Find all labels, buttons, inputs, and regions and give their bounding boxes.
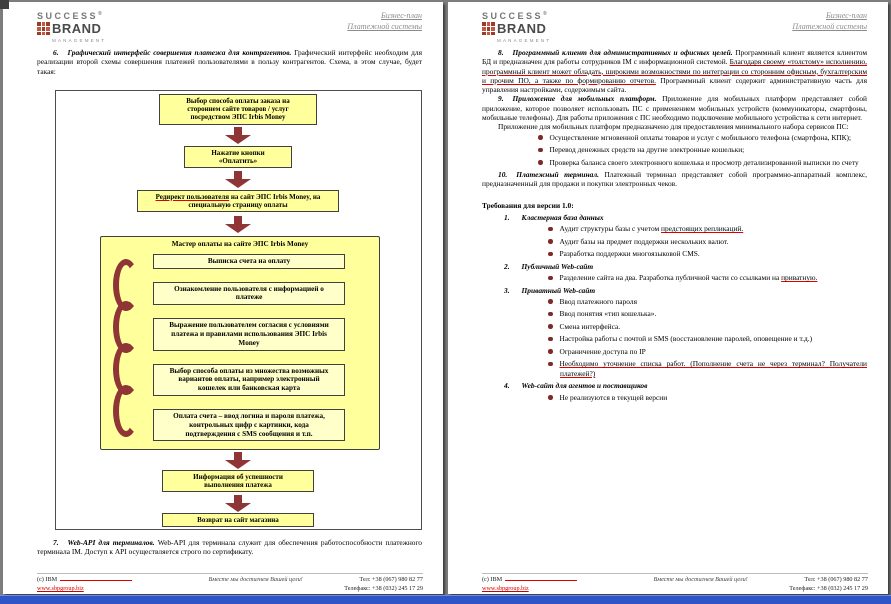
footer-left — [482, 575, 612, 593]
logo-success-text: SUCCESS® — [482, 11, 547, 21]
doc-title-line2: Платежной системы — [792, 22, 867, 31]
company-logo — [37, 10, 106, 46]
down-arrow-icon — [225, 127, 251, 144]
requirement-text: Аудит структуры базы с учетом — [559, 224, 662, 234]
flow-step-redirect-rest: на сайт ЭПС Irbis Money, на специальную страницу оплаты — [188, 192, 321, 210]
master-step-review: Ознакомление пользователя с информацией о платеже — [153, 282, 345, 306]
page-header — [37, 10, 422, 44]
requirement-text: Не реализуются в текущей версии — [559, 392, 668, 402]
logo-brand-text: BRAND — [52, 21, 102, 37]
requirement-number: 2. — [504, 261, 510, 271]
paragraph-7 — [37, 538, 422, 557]
page-footer — [37, 573, 423, 593]
mobile-services-list — [482, 133, 867, 168]
document-pages — [3, 2, 888, 594]
paragraph-6-title: Графический интерфейс совершения платежа для контрагентов. — [67, 48, 292, 57]
requirement-title: Публичный Web-сайт — [521, 261, 594, 271]
loop-arrow-icon — [113, 385, 139, 437]
document-page-right — [448, 2, 888, 594]
payment-master-steps — [153, 254, 345, 442]
logo-brand-text: BRAND — [497, 21, 547, 37]
payment-flowchart — [55, 90, 422, 530]
requirement-item — [548, 237, 867, 247]
footer-slogan: Вместе мы достигнем Вашей цели! — [653, 576, 748, 583]
paragraph-7-title: Web-API для терминалов. — [67, 537, 155, 547]
logo-management-text: MANAGEMENT — [52, 38, 107, 44]
page-header — [482, 10, 867, 44]
requirement-text: Ввод понятия «тип кошелька». — [559, 309, 657, 319]
requirement-title: Кластерная база данных — [521, 213, 604, 223]
requirement-item — [548, 334, 867, 344]
master-step-consent: Выражение пользователем согласия с условиями платежа и правилами использования ЭПС Irbis Money — [153, 318, 345, 350]
paragraph-7-number: 7. — [53, 537, 59, 547]
bullet-item — [538, 158, 867, 168]
bullet-icon — [548, 312, 553, 317]
redline-mark — [505, 580, 577, 581]
paragraph-9-number: 9. — [498, 94, 504, 104]
requirement-text-flagged: приватную. — [781, 273, 818, 283]
requirement-title: Web-сайт для агентов и поставщиков — [521, 381, 648, 391]
bullet-icon — [548, 362, 553, 367]
requirement-group-2 — [482, 262, 867, 283]
requirement-text: Аудит базы на предмет поддержки нескольких валют. — [559, 236, 729, 246]
flow-step-order-choice: Выбор способа оплаты заказа на стороннем сайте товаров / услуг посредством ЭПС Irbis Money — [159, 94, 317, 125]
bullet-text: Перевод денежных средств на другие электронные кошельки; — [549, 145, 745, 155]
paragraph-8-body2: Программный клиент содержит административную часть для управления настройками, содержимым сайта. — [482, 75, 867, 95]
requirement-item — [548, 224, 867, 234]
doc-title-line1: Бизнес-план — [825, 11, 867, 20]
down-arrow-icon — [225, 495, 251, 512]
paragraph-8-flagged: Благодаря своему «толстому» исполнению, программный клиент может обладать, широкими возможностями по интеграции со сторонним офисным, бухгалтерским и прочим ПО, а также по формированию отчетов. — [482, 57, 867, 85]
requirement-text-flagged: Необходимо уточнение списка работ. (Пополнение счета не через терминал? Получатели платежей?) — [559, 359, 867, 378]
down-arrow-icon — [225, 171, 251, 188]
footer-slogan: Вместе мы достигнем Вашей цели! — [208, 576, 303, 583]
footer-columns — [482, 575, 868, 593]
bullet-icon — [538, 160, 543, 165]
bullet-icon — [548, 299, 553, 304]
paragraph-9-body: Приложение для мобильных платформ представляет собой приложение, которое позволяет использовать ПС с применением мобильных устройств (коммуникаторы, смартфоны, мобильные телефоны). Для работы приложения с ПС необходимо подключение мобильного устройства к сети интернет. — [482, 94, 868, 123]
paragraph-8-body1: Программный клиент является клиентом БД и предназначен для работы сотрудников IM с информационной системой. — [482, 48, 868, 67]
flow-step-pay-button: Нажатие кнопки «Оплатить» — [184, 146, 292, 169]
doc-title-line1: Бизнес-план — [380, 11, 422, 20]
phone-text: Тел: +38 (067) 980 82 77 — [804, 576, 868, 583]
requirement-text: Ограничение доступа по IP — [559, 346, 646, 356]
flow-step-result-info: Информация об успешности выполнения платежа — [162, 470, 314, 493]
requirement-text: Настройка работы с почтой и SMS (восстановление паролей, оповещение и т.д.) — [559, 334, 813, 344]
paragraph-8 — [482, 48, 867, 94]
footer-right — [789, 575, 868, 593]
bullet-icon — [548, 276, 553, 281]
requirement-item — [548, 359, 867, 378]
footer-columns — [37, 575, 423, 593]
paragraph-10-title: Платежный терминал. — [516, 170, 599, 180]
fax-text: Телефакс: +38 (032) 245 17 29 — [789, 585, 868, 592]
bullet-icon — [538, 135, 543, 140]
phone-text: Тел: +38 (067) 980 82 77 — [359, 576, 423, 583]
requirement-item — [548, 322, 867, 332]
bullet-text: Проверка баланса своего электронного кошелька и просмотр детализированной выписки по счету — [549, 157, 859, 167]
requirement-group-3 — [482, 286, 867, 379]
requirement-text: Смена интерфейса. — [559, 321, 621, 331]
requirement-heading — [482, 213, 867, 222]
requirement-item — [548, 347, 867, 357]
requirement-group-1 — [482, 213, 867, 259]
flow-step-redirect — [137, 190, 339, 213]
requirement-text-flagged: предстоящих репликаций. — [661, 224, 744, 234]
copyright-text: (с) IBM — [482, 576, 503, 583]
window-corner-square — [0, 0, 9, 9]
fax-text: Телефакс: +38 (032) 245 17 29 — [344, 585, 423, 592]
payment-master-title: Мастер оплаты на сайте ЭПС Irbis Money — [171, 239, 309, 248]
paragraph-9 — [482, 94, 867, 122]
bullet-icon — [548, 252, 553, 257]
taskbar-strip — [0, 595, 891, 604]
requirement-item — [548, 273, 867, 283]
down-arrow-icon — [225, 216, 251, 233]
down-arrow-icon — [225, 452, 251, 469]
footer-left — [37, 575, 167, 593]
master-step-payment: Оплата счета – ввод логина и пароля платежа, контрольных цифр с картинки, кода подтверждения с SMS сообщения и т.п. — [153, 409, 345, 441]
requirement-title: Приватный Web-сайт — [521, 285, 596, 295]
paragraph-8-number: 8. — [498, 48, 504, 57]
paragraph-6-number: 6. — [53, 48, 59, 57]
loop-arrows — [107, 259, 145, 427]
logo-management-text: MANAGEMENT — [497, 38, 552, 44]
logo-grid-icon — [37, 22, 50, 35]
bullet-icon — [548, 239, 553, 244]
paragraph-10-number: 10. — [498, 170, 508, 180]
requirement-group-4 — [482, 381, 867, 402]
requirement-item — [548, 249, 867, 259]
bullet-icon — [538, 148, 543, 153]
requirement-number: 4. — [504, 381, 510, 391]
paragraph-8-title: Программный клиент для административных и офисных целей. — [512, 48, 733, 57]
doc-title — [347, 10, 422, 32]
bullet-icon — [548, 395, 553, 400]
flow-step-redirect-flagged: Редирект пользователя — [155, 192, 230, 201]
doc-title-line2: Платежной системы — [347, 22, 422, 31]
flow-step-return: Возврат на сайт магазина — [162, 513, 314, 527]
bullet-icon — [548, 349, 553, 354]
requirement-item — [548, 297, 867, 307]
company-logo — [482, 10, 551, 46]
bullet-item — [538, 133, 867, 143]
paragraph-10 — [482, 170, 867, 189]
requirements-title: Требования для версии 1.0: — [482, 200, 574, 210]
master-step-method: Выбор способа оплаты из множества возможных вариантов оплаты, например электронный кошелек или банковская карта — [153, 364, 345, 396]
bullet-icon — [548, 337, 553, 342]
requirement-text: Ввод платежного пароля — [559, 296, 637, 306]
requirement-heading — [482, 286, 867, 295]
logo-brand-row — [37, 22, 106, 35]
redline-mark — [60, 580, 132, 581]
website-link[interactable]: www.sbpgroup.biz — [37, 585, 84, 592]
document-page-left — [3, 2, 443, 594]
requirement-item — [548, 309, 867, 319]
logo-success-text: SUCCESS® — [37, 11, 102, 21]
doc-title — [792, 10, 867, 32]
master-step-invoice: Выписка счета на оплату — [153, 254, 345, 269]
requirement-number: 1. — [504, 213, 510, 223]
footer-right — [344, 575, 423, 593]
requirement-number: 3. — [504, 285, 510, 295]
payment-master-box — [100, 236, 380, 450]
copyright-text: (с) IBM — [37, 576, 58, 583]
requirement-item — [548, 393, 867, 403]
paragraph-10-body: Платежный терминал представляет собой программно-аппаратный комплекс, предназначенный для продажи и покупки электронных чеков. — [482, 170, 867, 189]
logo-grid-icon — [482, 22, 495, 35]
logo-brand-row — [482, 22, 551, 35]
page-footer — [482, 573, 868, 593]
bullet-icon — [548, 227, 553, 232]
registered-mark: ® — [98, 11, 102, 17]
paragraph-9-title: Приложение для мобильных платформ. — [512, 94, 657, 104]
requirement-heading — [482, 381, 867, 390]
registered-mark: ® — [543, 11, 547, 17]
bullet-icon — [548, 324, 553, 329]
bullet-item — [538, 145, 867, 155]
website-link[interactable]: www.sbpgroup.biz — [482, 585, 529, 592]
requirement-heading — [482, 262, 867, 271]
mobile-services-intro: Приложение для мобильных платформ предназначено для предоставления минимального набора сервисов ПС: — [498, 122, 849, 132]
paragraph-6 — [37, 48, 422, 76]
paragraph-7-body: Web-API для терминала служит для обеспечения работоспособности платежного терминала IM. Доступ к API осуществляется строго по сертификату. — [37, 537, 423, 557]
requirement-text: Разработка поддержки многоязыковой CMS. — [559, 249, 700, 259]
paragraph-6-body: Графический интерфейс необходим для реализации второй схемы совершения платежей пользователями в пользу контрагентов. Схема, в этом случае, будет такая: — [37, 48, 422, 76]
bullet-text: Осуществление мгновенной оплаты товаров и услуг с мобильного телефона (смартфона, КПК); — [549, 132, 852, 142]
requirement-text: Разделение сайта на два. Разработка публичной части со ссылками на — [559, 273, 782, 283]
